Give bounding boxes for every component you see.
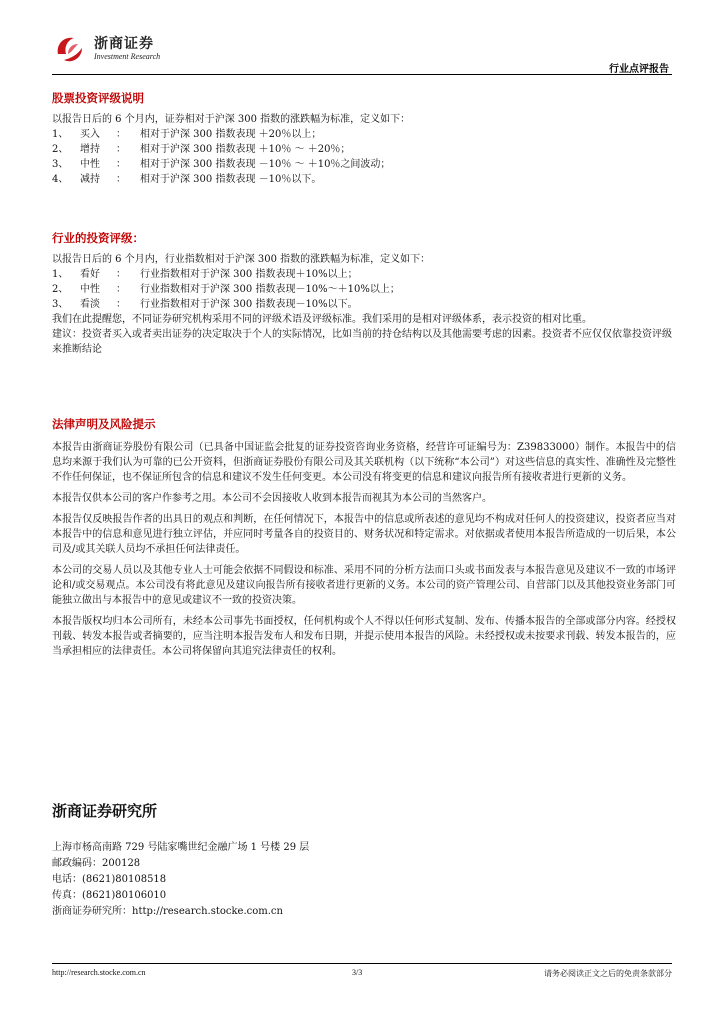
stock-rating-item: 1、 买入 ： 相对于沪深 300 指数表现 ＋20％以上； xyxy=(52,129,322,140)
company-logo xyxy=(52,28,202,78)
industry-rating-note: 我们在此提醒您，不同证券研究机构采用不同的评级术语及评级标准。我们采用的是相对评级体系，表示投资的相对比重。 xyxy=(52,314,592,325)
legal-paragraph: 本报告由浙商证券股份有限公司（已具备中国证监会批复的证券投资咨询业务资格，经营许可证编号为：Z39833000）制作。本报告中的信息均来源于我们认为可靠的已公开资料，但浙商证券股份有限公司及其关联机构（以下统称“本公司”）对这些信息的真实性、准确性及完整性不作任何保证，也不保证所包含的信息和建议不发生任何变更。本公司没有将变更的信息和建议向报告所有接收者进行更新的义务。 xyxy=(52,442,676,483)
logo-name: 浙商证券 xyxy=(94,36,154,52)
footer-url: http://research.stocke.com.cn xyxy=(52,968,146,977)
footer-disclaimer: 请务必阅读正文之后的免责条款部分 xyxy=(544,969,672,978)
legal-paragraph: 本报告版权均归本公司所有，未经本公司事先书面授权，任何机构或个人不得以任何形式复制、发布、传播本报告的全部或部分内容。经授权刊载、转发本报告或者摘要的，应当注明本报告发布人和发布日期，并提示使用本报告的风险。未经授权或未按要求刊载、转发本报告的，应当承担相应的法律责任。本公司将保留向其追究法律责任的权利。 xyxy=(52,616,676,657)
stock-rating-intro: 以报告日后的 6 个月内，证券相对于沪深 300 指数的涨跌幅为标准，定义如下： xyxy=(52,114,411,125)
stock-rating-title: 股票投资评级说明 xyxy=(52,91,144,105)
org-address: 上海市杨高南路 729 号陆家嘴世纪金融广场 1 号楼 29 层 xyxy=(52,842,310,853)
stock-rating-section xyxy=(52,112,676,187)
logo-mark-icon xyxy=(52,32,88,68)
header-divider xyxy=(52,74,672,75)
industry-rating-item: 3、 看淡 ： 行业指数相对于沪深 300 指数表现－10%以下。 xyxy=(52,299,358,310)
org-phone: 电话：(8621)80108518 xyxy=(52,874,167,885)
legal-paragraph: 本公司的交易人员以及其他专业人士可能会依据不同假设和标准、采用不同的分析方法而口头或书面发表与本报告意见及建议不一致的市场评论和/或交易观点。本公司没有将此意见及建议向报告所有接收者进行更新的义务。本公司的资产管理公司、自营部门以及其他投资业务部门可能独立做出与本报告中的意见或建议不一致的投资决策。 xyxy=(52,565,676,606)
legal-title: 法律声明及风险提示 xyxy=(52,417,156,431)
legal-section xyxy=(52,440,676,665)
stock-rating-item: 3、 中性 ： 相对于沪深 300 指数表现 －10％ ～ ＋10％之间波动； xyxy=(52,159,391,170)
footer-divider xyxy=(52,963,672,964)
industry-rating-item: 2、 中性 ： 行业指数相对于沪深 300 指数表现－10%～＋10%以上； xyxy=(52,284,400,295)
industry-rating-section xyxy=(52,252,676,357)
industry-rating-title: 行业的投资评级： xyxy=(52,231,144,245)
stock-rating-item: 4、 减持 ： 相对于沪深 300 指数表现 －10％以下。 xyxy=(52,174,322,185)
industry-rating-advice: 建议：投资者买入或者卖出证券的决定取决于个人的实际情况，比如当前的持仓结构以及其他需要考虑的因素。投资者不应仅仅依靠投资评级来推断结论 xyxy=(52,329,672,355)
legal-paragraph: 本报告仅反映报告作者的出具日的观点和判断，在任何情况下，本报告中的信息或所表述的意见均不构成对任何人的投资建议，投资者应当对本报告中的信息和意见进行独立评估，并应同时考量各自的投资目的、财务状况和特定需求。对依据或者使用本报告所造成的一切后果，本公司及/或其关联人员均不承担任何法律责任。 xyxy=(52,514,676,555)
org-name: 浙商证券研究所 xyxy=(52,802,158,820)
industry-rating-intro: 以报告日后的 6 个月内，行业指数相对于沪深 300 指数的涨跌幅为标准，定义如下： xyxy=(52,254,431,265)
org-contact xyxy=(52,840,309,920)
page-number: 3/3 xyxy=(352,968,363,977)
org-postcode: 邮政编码：200128 xyxy=(52,858,141,869)
report-type: 行业点评报告 xyxy=(609,64,669,75)
logo-tagline: Investment Research xyxy=(94,52,161,61)
org-website: 浙商证券研究所：http://research.stocke.com.cn xyxy=(52,906,283,917)
industry-rating-item: 1、 看好 ： 行业指数相对于沪深 300 指数表现＋10%以上； xyxy=(52,269,358,280)
org-fax: 传真：(8621)80106010 xyxy=(52,890,167,901)
stock-rating-item: 2、 增持 ： 相对于沪深 300 指数表现 ＋10％ ～ ＋20％； xyxy=(52,144,351,155)
legal-paragraph: 本报告仅供本公司的客户作参考之用。本公司不会因接收人收到本报告而视其为本公司的当然客户。 xyxy=(52,493,492,504)
